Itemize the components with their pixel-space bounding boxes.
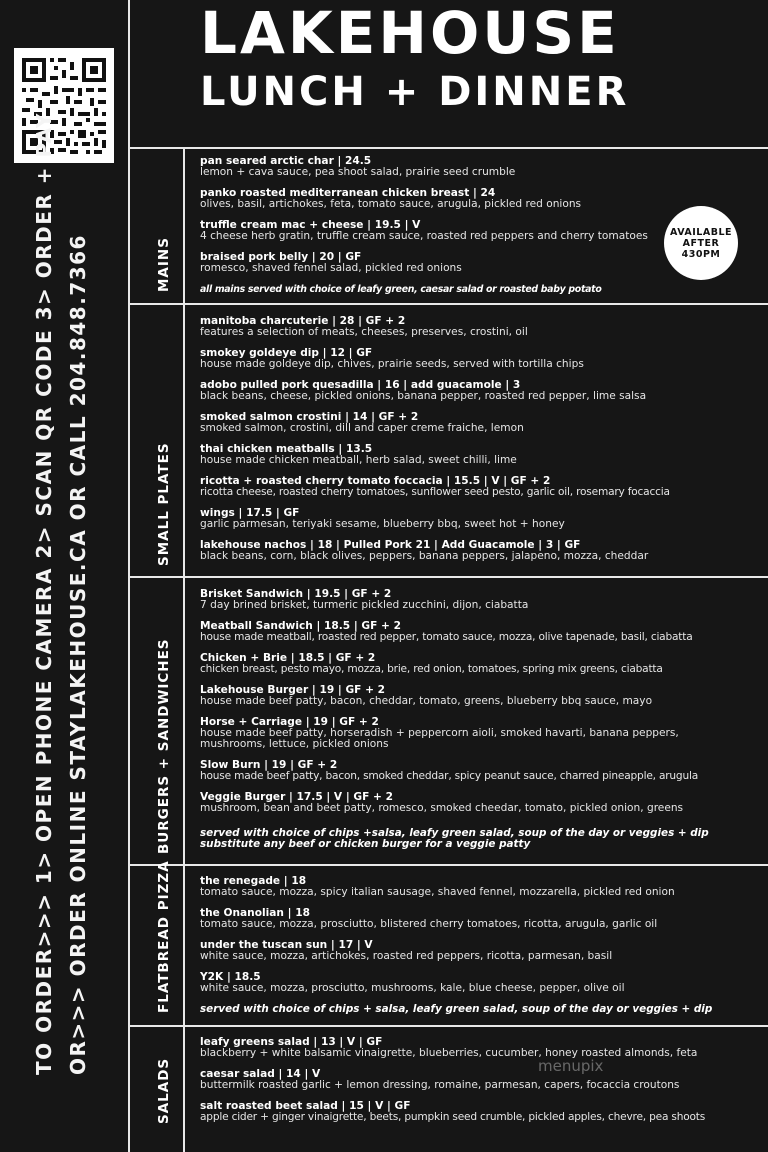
item-desc: white sauce, mozza, prosciutto, mushrooms, kale, blue cheese, pepper, olive oil bbox=[200, 982, 625, 994]
item-name: panko roasted mediterranean chicken breast | 24 bbox=[200, 187, 496, 199]
watermark: menupix bbox=[538, 1057, 604, 1075]
item-desc: house made beef patty, bacon, smoked cheddar, spicy peanut sauce, charred pineapple, arugula bbox=[200, 770, 699, 782]
order-instructions: TO ORDER>>> 1> OPEN PHONE CAMERA 2> SCAN QR CODE 3> ORDER + PAY bbox=[32, 112, 56, 1075]
section-salads bbox=[200, 1037, 760, 1123]
menu-item bbox=[200, 717, 760, 750]
menu-item bbox=[200, 908, 760, 930]
item-desc: white sauce, mozza, artichokes, roasted red peppers, ricotta, parmesan, basil bbox=[200, 950, 613, 962]
item-name: smoked salmon crostini | 14 | GF + 2 bbox=[200, 411, 419, 423]
item-desc: house made beef patty, horseradish + peppercorn aioli, smoked havarti, banana peppers, bbox=[200, 727, 679, 739]
item-desc: house made chicken meatball, herb salad, sweet chilli, lime bbox=[200, 454, 517, 466]
item-name: Veggie Burger | 17.5 | V | GF + 2 bbox=[200, 791, 393, 803]
section-note: served with choice of chips +salsa, leafy green salad, soup of the day or veggies + dip bbox=[200, 827, 709, 839]
section-note: served with choice of chips + salsa, leafy green salad, soup of the day or veggies + dip bbox=[200, 1003, 713, 1015]
item-name: leafy greens salad | 13 | V | GF bbox=[200, 1036, 383, 1048]
menu-item bbox=[200, 188, 760, 210]
section-divider bbox=[130, 147, 768, 149]
item-name: Chicken + Brie | 18.5 | GF + 2 bbox=[200, 652, 376, 664]
item-name: smokey goldeye dip | 12 | GF bbox=[200, 347, 373, 359]
item-desc: house made meatball, roasted red pepper, tomato sauce, mozza, olive tapenade, basil, ciabatta bbox=[200, 631, 693, 643]
item-name: adobo pulled pork quesadilla | 16 | add guacamole | 3 bbox=[200, 379, 521, 391]
item-name: the renegade | 18 bbox=[200, 875, 307, 887]
item-name: Y2K | 18.5 bbox=[200, 971, 261, 983]
item-name: lakehouse nachos | 18 | Pulled Pork 21 | Add Guacamole | 3 | GF bbox=[200, 539, 581, 551]
page-title bbox=[200, 0, 740, 115]
qr-code-graphic bbox=[14, 48, 114, 163]
badge-line: 430PM bbox=[681, 248, 721, 260]
section-note: substitute any beef or chicken burger for a veggie patty bbox=[200, 838, 531, 850]
menu-item bbox=[200, 1101, 760, 1123]
menu-item bbox=[200, 760, 760, 782]
section-label-small-plates: SMALL PLATES bbox=[156, 442, 172, 566]
menu-item bbox=[200, 940, 760, 962]
item-desc: black beans, cheese, pickled onions, banana pepper, roasted red pepper, lime salsa bbox=[200, 390, 647, 402]
item-desc: smoked salmon, crostini, dill and caper creme fraiche, lemon bbox=[200, 422, 524, 434]
item-desc: house made beef patty, bacon, cheddar, tomato, greens, blueberry bbq sauce, mayo bbox=[200, 695, 653, 707]
menu-item bbox=[200, 476, 760, 498]
item-name: truffle cream mac + cheese | 19.5 | V bbox=[200, 219, 421, 231]
section-note: all mains served with choice of leafy green, caesar salad or roasted baby potato bbox=[200, 284, 602, 295]
item-desc: apple cider + ginger vinaigrette, beets, pumpkin seed crumble, pickled apples, chevre, pea shoots bbox=[200, 1111, 706, 1123]
item-desc: blackberry + white balsamic vinaigrette, blueberries, cucumber, honey roasted almonds, feta bbox=[200, 1047, 698, 1059]
availability-badge bbox=[664, 206, 738, 280]
item-name: pan seared arctic char | 24.5 bbox=[200, 155, 372, 167]
item-desc: garlic parmesan, teriyaki sesame, blueberry bbq, sweet hot + honey bbox=[200, 518, 565, 530]
menu-item bbox=[200, 412, 760, 434]
item-name: the Onanolian | 18 bbox=[200, 907, 310, 919]
item-name: braised pork belly | 20 | GF bbox=[200, 251, 362, 263]
badge-line: AVAILABLE bbox=[670, 226, 732, 238]
item-desc: romesco, shaved fennel salad, pickled red onions bbox=[200, 262, 462, 274]
label-column-divider bbox=[183, 148, 185, 1152]
menu-item bbox=[200, 508, 760, 530]
item-desc: tomato sauce, mozza, spicy italian sausage, shaved fennel, mozzarella, pickled red onion bbox=[200, 886, 675, 898]
item-name: wings | 17.5 | GF bbox=[200, 507, 300, 519]
section-divider bbox=[130, 576, 768, 578]
item-desc-continued: mushrooms, lettuce, pickled onions bbox=[200, 738, 389, 750]
menu-item bbox=[200, 653, 760, 675]
qr-code[interactable] bbox=[14, 48, 114, 163]
item-name: Brisket Sandwich | 19.5 | GF + 2 bbox=[200, 588, 392, 600]
menu-item bbox=[200, 972, 760, 994]
menu-item bbox=[200, 685, 760, 707]
section-divider bbox=[130, 864, 768, 866]
menu-item bbox=[200, 589, 760, 611]
item-desc: ricotta cheese, roasted cherry tomatoes, sunflower seed pesto, garlic oil, rosemary focaccia bbox=[200, 486, 670, 498]
item-name: ricotta + roasted cherry tomato foccacia | 15.5 | V | GF + 2 bbox=[200, 475, 551, 487]
item-desc: house made goldeye dip, chives, prairie seeds, served with tortilla chips bbox=[200, 358, 584, 370]
item-desc: buttermilk roasted garlic + lemon dressing, romaine, parmesan, capers, focaccia croutons bbox=[200, 1079, 680, 1091]
item-desc: 7 day brined brisket, turmeric pickled zucchini, dijon, ciabatta bbox=[200, 599, 529, 611]
menu-item bbox=[200, 540, 760, 562]
menu-item bbox=[200, 444, 760, 466]
order-online-info[interactable]: OR>>> ORDER ONLINE STAYLAKEHOUSE.CA OR CALL 204.848.7366 bbox=[66, 234, 90, 1075]
item-desc: lemon + cava sauce, pea shoot salad, prairie seed crumble bbox=[200, 166, 516, 178]
item-name: manitoba charcuterie | 28 | GF + 2 bbox=[200, 315, 406, 327]
menu-item bbox=[200, 316, 760, 338]
section-label-mains: MAINS bbox=[156, 237, 172, 292]
section-small-plates bbox=[200, 316, 760, 562]
menu-item bbox=[200, 156, 760, 178]
title-restaurant: LAKEHOUSE bbox=[200, 0, 620, 67]
item-name: salt roasted beet salad | 15 | V | GF bbox=[200, 1100, 411, 1112]
menu-item bbox=[200, 621, 760, 643]
section-label-burgers: BURGERS + SANDWICHES bbox=[156, 638, 172, 854]
item-desc: 4 cheese herb gratin, truffle cream sauce, roasted red peppers and cherry tomatoes bbox=[200, 230, 648, 242]
item-name: thai chicken meatballs | 13.5 bbox=[200, 443, 373, 455]
menu-item bbox=[200, 1037, 760, 1059]
item-name: Meatball Sandwich | 18.5 | GF + 2 bbox=[200, 620, 401, 632]
menu-item bbox=[200, 348, 760, 370]
menu-item bbox=[200, 1069, 760, 1091]
section-label-pizza: FLATBREAD PIZZA bbox=[156, 860, 172, 1013]
section-burgers bbox=[200, 589, 760, 850]
badge-line: AFTER bbox=[682, 237, 720, 249]
item-desc: mushroom, bean and beet patty, romesco, smoked cheedar, tomato, pickled onion, greens bbox=[200, 802, 684, 814]
item-name: Horse + Carriage | 19 | GF + 2 bbox=[200, 716, 379, 728]
item-name: Slow Burn | 19 | GF + 2 bbox=[200, 759, 338, 771]
item-desc: black beans, corn, black olives, peppers, banana peppers, jalapeno, mozza, cheddar bbox=[200, 550, 649, 562]
menu-item bbox=[200, 380, 760, 402]
section-divider bbox=[130, 1025, 768, 1027]
item-desc: tomato sauce, mozza, prosciutto, blistered cherry tomatoes, ricotta, arugula, garlic oil bbox=[200, 918, 658, 930]
section-label-salads: SALADS bbox=[156, 1057, 172, 1124]
menu-item bbox=[200, 876, 760, 898]
title-subtitle: LUNCH + DINNER bbox=[200, 69, 630, 115]
menu-item bbox=[200, 792, 760, 814]
item-desc: olives, basil, artichokes, feta, tomato sauce, arugula, pickled red onions bbox=[200, 198, 582, 210]
section-divider bbox=[130, 303, 768, 305]
item-desc: features a selection of meats, cheeses, preserves, crostini, oil bbox=[200, 326, 528, 338]
section-pizza bbox=[200, 876, 760, 1015]
item-name: caesar salad | 14 | V bbox=[200, 1068, 321, 1080]
item-desc: chicken breast, pesto mayo, mozza, brie, red onion, tomatoes, spring mix greens, ciabatta bbox=[200, 663, 663, 675]
item-name: under the tuscan sun | 17 | V bbox=[200, 939, 373, 951]
item-name: Lakehouse Burger | 19 | GF + 2 bbox=[200, 684, 386, 696]
